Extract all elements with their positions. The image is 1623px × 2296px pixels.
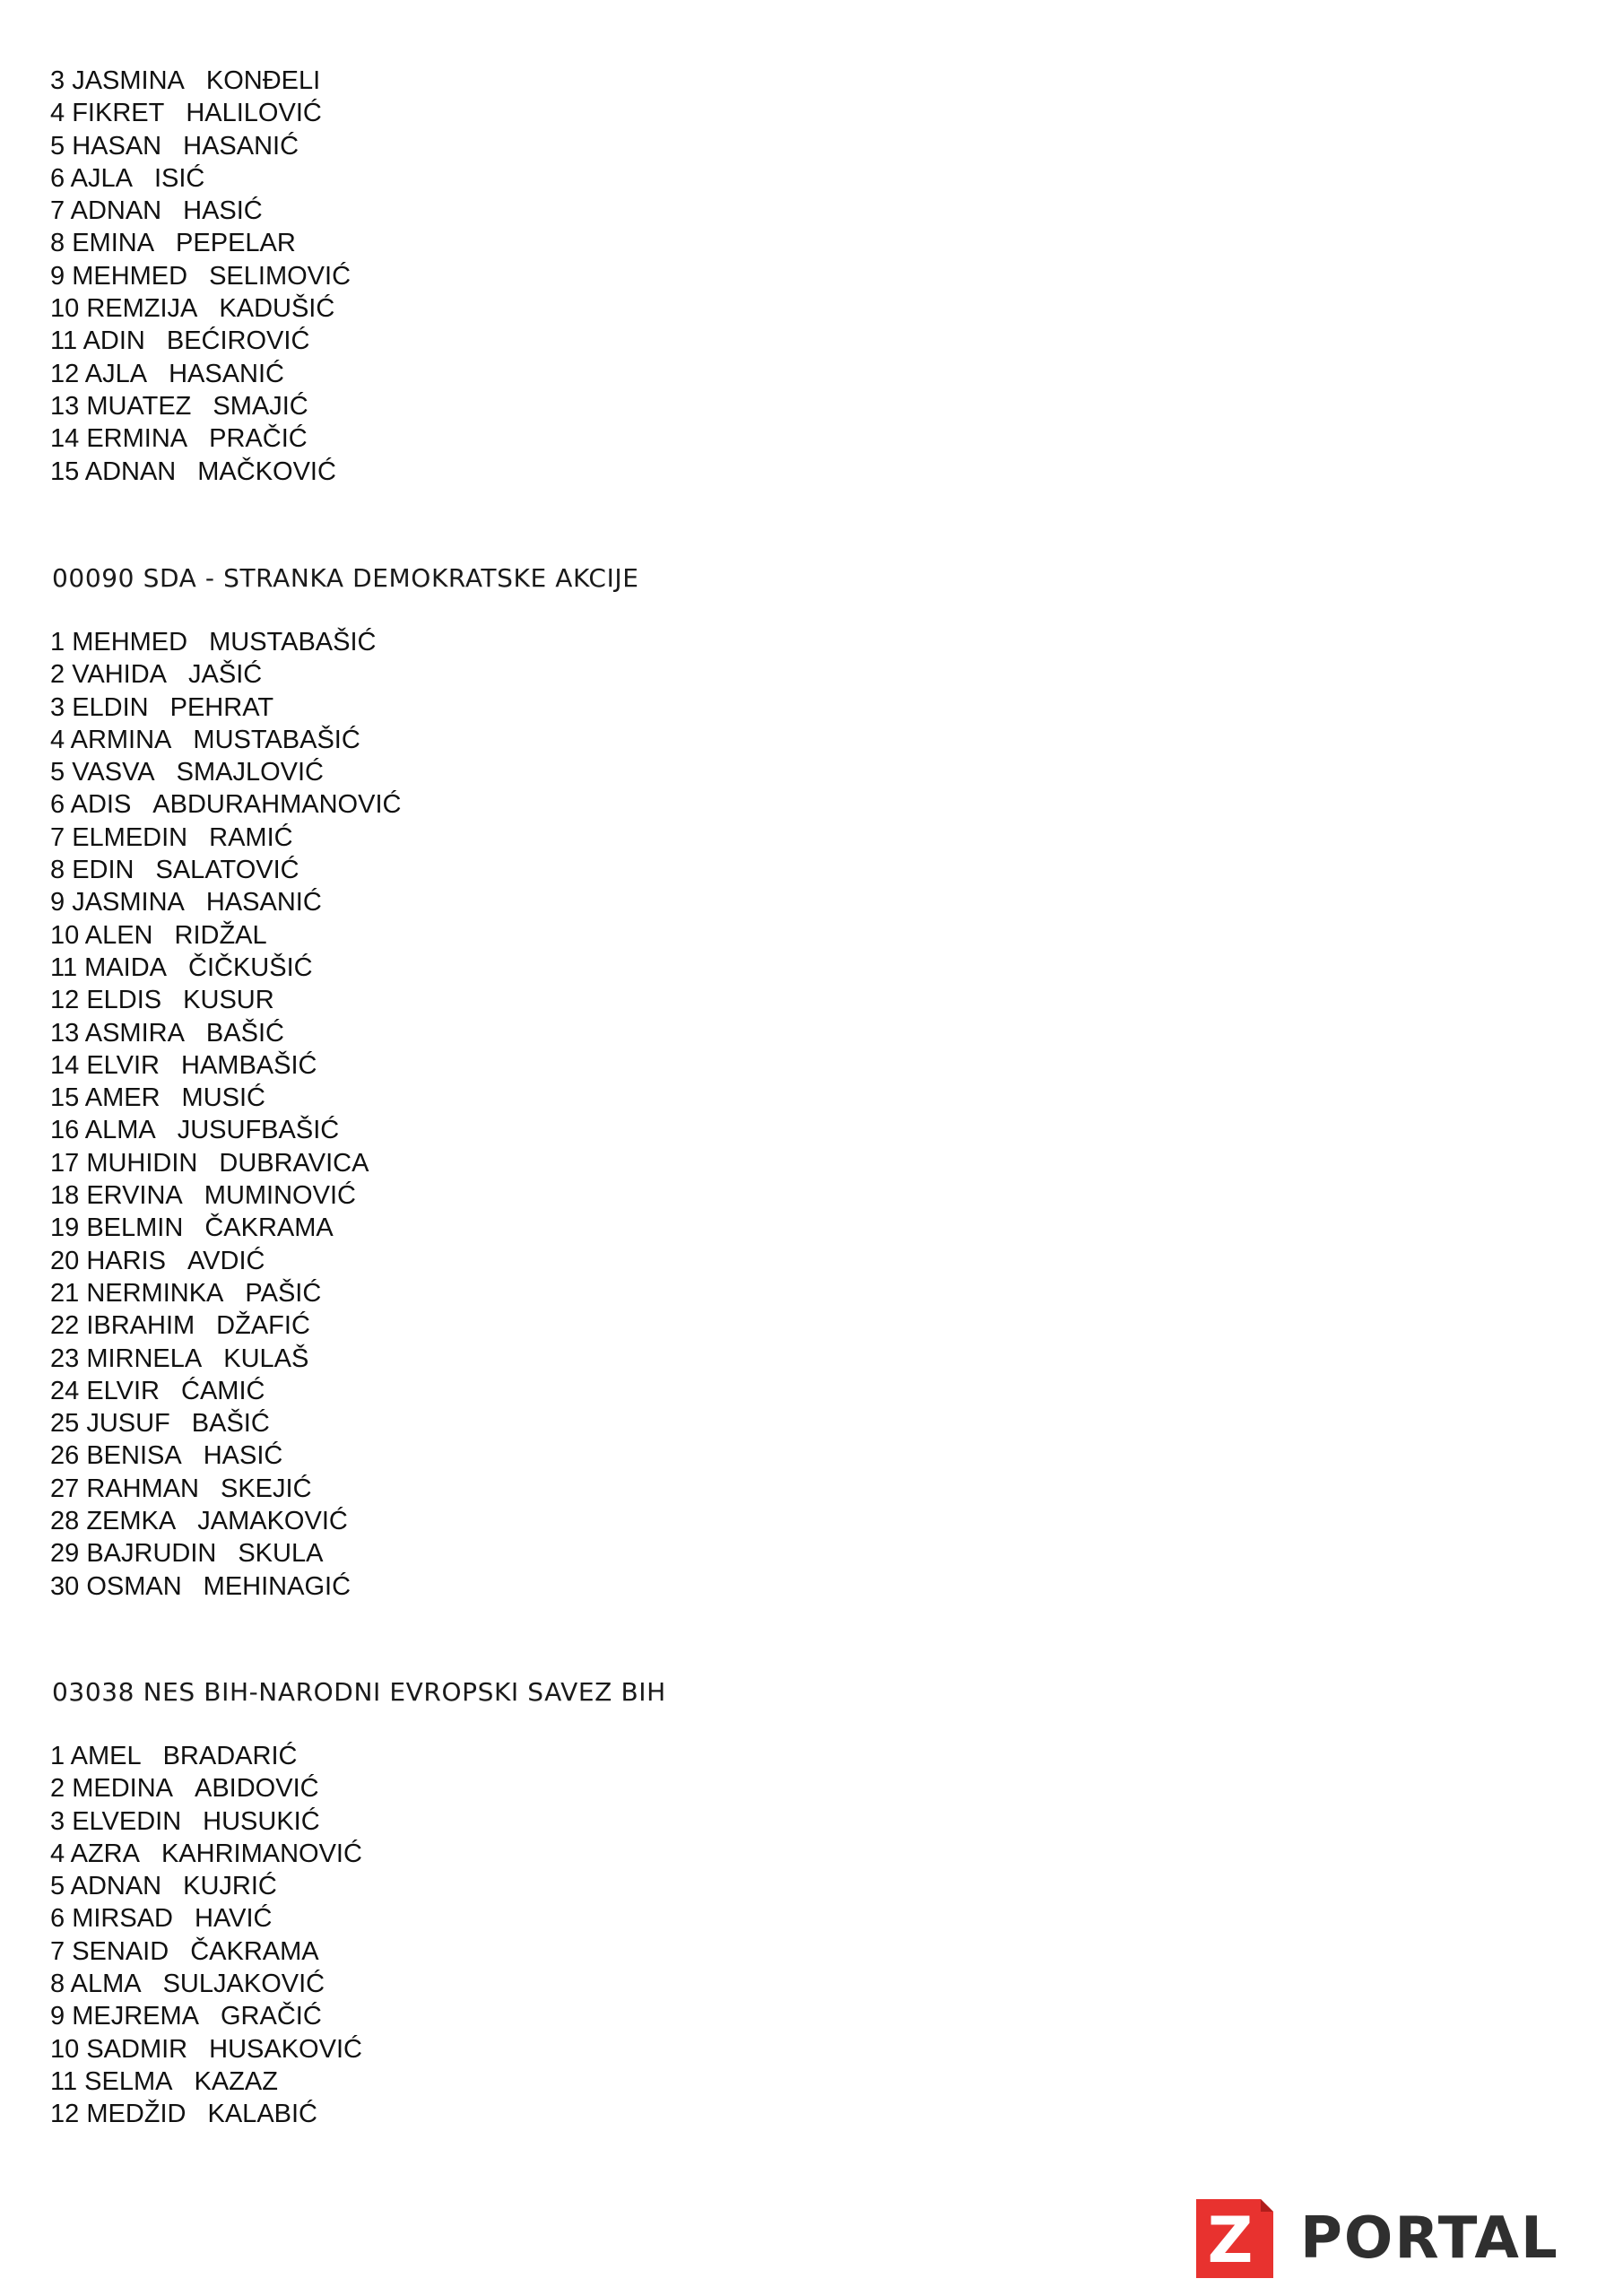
candidate-first-name: AMER bbox=[84, 1083, 161, 1113]
candidate-last-name: KAHRIMANOVIĆ bbox=[161, 1839, 362, 1868]
candidate-first-name: SENAID bbox=[72, 1936, 169, 1966]
candidate-item bbox=[50, 65, 351, 97]
candidate-item bbox=[50, 1439, 401, 1472]
candidate-number: 9 bbox=[50, 261, 65, 291]
candidate-last-name: SKEJIĆ bbox=[221, 1474, 312, 1503]
candidate-last-name: DŽAFIĆ bbox=[216, 1311, 310, 1341]
candidate-last-name: BEĆIROVIĆ bbox=[166, 326, 310, 356]
candidate-number: 22 bbox=[50, 1311, 80, 1341]
candidate-first-name: MEDINA bbox=[72, 1774, 173, 1804]
candidate-first-name: ELDIS bbox=[86, 986, 162, 1015]
candidate-number: 2 bbox=[50, 1774, 65, 1804]
party-heading-nes-bih: 03038 NES BIH-NARODNI EVROPSKI SAVEZ BIH bbox=[52, 1677, 666, 1707]
candidate-first-name: SELMA bbox=[84, 2066, 173, 2096]
candidate-last-name: HASANIĆ bbox=[205, 888, 322, 918]
candidate-number: 5 bbox=[50, 1872, 65, 1901]
candidate-number: 3 bbox=[50, 1806, 65, 1836]
candidate-first-name: SADMIR bbox=[86, 2034, 188, 2064]
candidate-first-name: EDIN bbox=[72, 856, 135, 885]
candidate-item bbox=[50, 1277, 401, 1309]
candidate-first-name: HARIS bbox=[86, 1246, 166, 1275]
candidate-number: 17 bbox=[50, 1148, 80, 1178]
candidate-item bbox=[50, 162, 351, 195]
candidate-item bbox=[50, 1805, 362, 1838]
candidate-first-name: AZRA bbox=[70, 1839, 140, 1868]
candidate-number: 16 bbox=[50, 1116, 80, 1145]
candidate-item bbox=[50, 1375, 401, 1407]
candidate-last-name: HUSUKIĆ bbox=[203, 1806, 320, 1836]
candidate-last-name: JAŠIĆ bbox=[188, 660, 263, 690]
candidate-number: 7 bbox=[50, 822, 65, 852]
candidate-first-name: AJLA bbox=[70, 163, 133, 193]
candidate-number: 12 bbox=[50, 2100, 80, 2129]
candidate-number: 2 bbox=[50, 660, 65, 690]
candidate-number: 5 bbox=[50, 758, 65, 787]
candidate-first-name: OSMAN bbox=[86, 1571, 182, 1601]
candidate-last-name: GRAČIĆ bbox=[221, 2002, 322, 2031]
candidate-item bbox=[50, 260, 351, 292]
candidate-first-name: BENISA bbox=[86, 1441, 182, 1471]
candidate-number: 8 bbox=[50, 856, 65, 885]
candidate-last-name: JUSUFBAŠIĆ bbox=[177, 1116, 340, 1145]
candidate-item bbox=[50, 1309, 401, 1342]
candidate-item bbox=[50, 195, 351, 227]
candidate-number: 15 bbox=[50, 457, 80, 486]
candidate-number: 27 bbox=[50, 1474, 80, 1503]
candidate-item bbox=[50, 422, 351, 455]
candidate-item bbox=[50, 1570, 401, 1603]
candidate-item bbox=[50, 358, 351, 390]
candidate-last-name: RIDŽAL bbox=[174, 920, 267, 950]
candidate-item bbox=[50, 919, 401, 952]
candidate-last-name: KADUŠIĆ bbox=[219, 294, 335, 324]
candidate-number: 28 bbox=[50, 1507, 80, 1536]
candidate-item bbox=[50, 626, 401, 658]
candidate-last-name: HAMBAŠIĆ bbox=[181, 1050, 317, 1080]
candidate-item bbox=[50, 227, 351, 259]
candidate-item bbox=[50, 1082, 401, 1114]
candidate-first-name: RAHMAN bbox=[86, 1474, 199, 1503]
candidate-item bbox=[50, 1740, 362, 1772]
candidate-item bbox=[50, 1902, 362, 1935]
candidate-number: 4 bbox=[50, 1839, 65, 1868]
candidate-first-name: MIRSAD bbox=[72, 1904, 173, 1934]
candidate-item bbox=[50, 1870, 362, 1902]
candidate-last-name: PRAČIĆ bbox=[209, 424, 308, 454]
candidate-last-name: ČAKRAMA bbox=[204, 1213, 334, 1243]
candidate-item bbox=[50, 1017, 401, 1049]
candidate-item bbox=[50, 1343, 401, 1375]
candidate-last-name: HASIĆ bbox=[183, 196, 263, 226]
candidate-number: 26 bbox=[50, 1441, 80, 1471]
candidate-last-name: PEHRAT bbox=[169, 692, 274, 722]
candidate-number: 10 bbox=[50, 920, 80, 950]
candidate-last-name: HASIĆ bbox=[203, 1441, 283, 1471]
candidate-first-name: MUATEZ bbox=[86, 391, 192, 421]
candidate-number: 3 bbox=[50, 66, 65, 95]
candidate-item bbox=[50, 1473, 401, 1505]
candidate-item bbox=[50, 1147, 401, 1179]
candidate-number: 18 bbox=[50, 1181, 80, 1211]
candidate-first-name: JUSUF bbox=[86, 1409, 170, 1439]
candidate-number: 20 bbox=[50, 1246, 80, 1275]
candidate-first-name: MUHIDIN bbox=[86, 1148, 198, 1178]
candidate-first-name: NERMINKA bbox=[86, 1278, 224, 1308]
candidate-first-name: BAJRUDIN bbox=[86, 1539, 217, 1569]
candidate-last-name: MAČKOVIĆ bbox=[197, 457, 336, 486]
candidate-item bbox=[50, 854, 401, 886]
candidate-list-sda bbox=[50, 626, 401, 1603]
candidate-number: 29 bbox=[50, 1539, 80, 1569]
candidate-last-name: SMAJIĆ bbox=[213, 391, 308, 421]
candidate-last-name: SKULA bbox=[238, 1539, 324, 1569]
candidate-number: 14 bbox=[50, 424, 80, 454]
candidate-first-name: ELDIN bbox=[72, 692, 149, 722]
candidate-first-name: MEHMED bbox=[72, 628, 188, 657]
candidate-first-name: MAIDA bbox=[84, 952, 168, 982]
candidate-last-name: KONĐELI bbox=[205, 66, 321, 95]
candidate-first-name: ARMINA bbox=[70, 725, 172, 754]
candidate-number: 12 bbox=[50, 359, 80, 388]
candidate-number: 11 bbox=[50, 952, 78, 982]
candidate-item bbox=[50, 130, 351, 162]
candidate-first-name: ALEN bbox=[84, 920, 153, 950]
candidate-item bbox=[50, 1179, 401, 1212]
candidate-number: 4 bbox=[50, 725, 65, 754]
candidate-last-name: DUBRAVICA bbox=[219, 1148, 369, 1178]
candidate-item bbox=[50, 691, 401, 724]
candidate-first-name: ELVEDIN bbox=[72, 1806, 182, 1836]
candidate-last-name: AVDIĆ bbox=[187, 1246, 265, 1275]
candidate-last-name: ČIČKUŠIĆ bbox=[188, 952, 313, 982]
candidate-last-name: ĆAMIĆ bbox=[181, 1376, 265, 1405]
candidate-item bbox=[50, 984, 401, 1016]
candidate-number: 5 bbox=[50, 131, 65, 161]
candidate-item bbox=[50, 2098, 362, 2130]
candidate-number: 24 bbox=[50, 1376, 80, 1405]
candidate-number: 1 bbox=[50, 628, 65, 657]
candidate-list-nes-bih bbox=[50, 1740, 362, 2131]
candidate-item bbox=[50, 724, 401, 756]
candidate-number: 11 bbox=[50, 326, 78, 356]
candidate-item bbox=[50, 822, 401, 854]
candidate-last-name: KUSUR bbox=[183, 986, 274, 1015]
candidate-first-name: ADNAN bbox=[70, 1872, 162, 1901]
candidate-item bbox=[50, 756, 401, 788]
candidate-item bbox=[50, 1838, 362, 1870]
candidate-first-name: ELVIR bbox=[86, 1376, 160, 1405]
candidate-last-name: HASANIĆ bbox=[169, 359, 284, 388]
candidate-first-name: ADNAN bbox=[84, 457, 177, 486]
candidate-item bbox=[50, 456, 351, 488]
candidate-first-name: ALMA bbox=[70, 1970, 142, 1999]
candidate-first-name: VASVA bbox=[72, 758, 155, 787]
candidate-last-name: KALABIĆ bbox=[207, 2100, 317, 2129]
candidate-item bbox=[50, 2000, 362, 2032]
candidate-number: 11 bbox=[50, 2066, 78, 2096]
candidate-last-name: HALILOVIĆ bbox=[186, 99, 322, 128]
candidate-last-name: BAŠIĆ bbox=[205, 1018, 284, 1048]
candidate-last-name: HAVIĆ bbox=[195, 1904, 273, 1934]
candidate-first-name: REMZIJA bbox=[86, 294, 198, 324]
candidate-item bbox=[50, 1772, 362, 1805]
candidate-number: 10 bbox=[50, 294, 80, 324]
candidate-item bbox=[50, 1968, 362, 2000]
candidate-first-name: AJLA bbox=[84, 359, 148, 388]
candidate-number: 13 bbox=[50, 391, 80, 421]
candidate-first-name: BELMIN bbox=[86, 1213, 184, 1243]
candidate-last-name: RAMIĆ bbox=[209, 822, 293, 852]
candidate-item bbox=[50, 1537, 401, 1570]
candidate-first-name: EMINA bbox=[72, 229, 155, 258]
candidate-first-name: ZEMKA bbox=[86, 1507, 177, 1536]
candidate-first-name: MEHMED bbox=[72, 261, 188, 291]
candidate-last-name: SMAJLOVIĆ bbox=[176, 758, 324, 787]
candidate-last-name: MUSTABAŠIĆ bbox=[193, 725, 360, 754]
candidate-last-name: KULAŠ bbox=[223, 1344, 309, 1373]
candidate-first-name: ADIN bbox=[82, 326, 145, 356]
candidate-item bbox=[50, 658, 401, 691]
candidate-item bbox=[50, 292, 351, 325]
candidate-last-name: HUSAKOVIĆ bbox=[209, 2034, 362, 2064]
z-portal-logo bbox=[1191, 2196, 1567, 2282]
candidate-item bbox=[50, 97, 351, 129]
candidate-number: 9 bbox=[50, 2002, 65, 2031]
candidate-last-name: PEPELAR bbox=[176, 229, 296, 258]
candidate-number: 30 bbox=[50, 1571, 80, 1601]
candidate-last-name: ABDURAHMANOVIĆ bbox=[152, 790, 402, 820]
candidate-number: 25 bbox=[50, 1409, 80, 1439]
logo-wordmark: PORTAL bbox=[1300, 2205, 1559, 2272]
candidate-last-name: MUMINOVIĆ bbox=[204, 1181, 356, 1211]
candidate-first-name: MEDŽID bbox=[86, 2100, 187, 2129]
logo-letter: Z bbox=[1207, 2204, 1254, 2277]
candidate-first-name: ERVINA bbox=[86, 1181, 183, 1211]
candidate-number: 21 bbox=[50, 1278, 80, 1308]
candidate-number: 6 bbox=[50, 163, 65, 193]
candidate-first-name: IBRAHIM bbox=[86, 1311, 195, 1341]
party-heading-sda: 00090 SDA - STRANKA DEMOKRATSKE AKCIJE bbox=[52, 563, 639, 593]
candidate-first-name: FIKRET bbox=[72, 99, 165, 128]
candidate-first-name: JASMINA bbox=[72, 888, 185, 918]
candidate-last-name: SELIMOVIĆ bbox=[209, 261, 352, 291]
candidate-first-name: ERMINA bbox=[86, 424, 188, 454]
candidate-first-name: ADIS bbox=[70, 790, 132, 820]
candidate-item bbox=[50, 325, 351, 357]
candidate-number: 3 bbox=[50, 692, 65, 722]
candidate-item bbox=[50, 2066, 362, 2098]
candidate-item bbox=[50, 952, 401, 984]
candidate-item bbox=[50, 1049, 401, 1082]
candidate-list-continued bbox=[50, 65, 351, 488]
candidate-item bbox=[50, 1407, 401, 1439]
candidate-first-name: VAHIDA bbox=[72, 660, 168, 690]
candidate-first-name: HASAN bbox=[72, 131, 162, 161]
candidate-last-name: PAŠIĆ bbox=[245, 1278, 322, 1308]
candidate-first-name: MEJREMA bbox=[72, 2002, 199, 2031]
candidate-last-name: KAZAZ bbox=[194, 2066, 278, 2096]
candidate-number: 4 bbox=[50, 99, 65, 128]
candidate-item bbox=[50, 390, 351, 422]
candidate-last-name: MUSIĆ bbox=[181, 1083, 265, 1113]
candidate-last-name: HASANIĆ bbox=[183, 131, 299, 161]
candidate-first-name: ASMIRA bbox=[84, 1018, 185, 1048]
candidate-last-name: MUSTABAŠIĆ bbox=[209, 628, 377, 657]
candidate-item bbox=[50, 1505, 401, 1537]
candidate-number: 6 bbox=[50, 790, 65, 820]
candidate-last-name: JAMAKOVIĆ bbox=[197, 1507, 348, 1536]
candidate-last-name: BAŠIĆ bbox=[191, 1409, 270, 1439]
candidate-number: 8 bbox=[50, 229, 65, 258]
z-portal-logo-icon bbox=[1191, 2196, 1277, 2282]
candidate-number: 1 bbox=[50, 1742, 65, 1770]
candidate-item bbox=[50, 1212, 401, 1244]
candidate-number: 6 bbox=[50, 1904, 65, 1934]
candidate-first-name: ADNAN bbox=[70, 196, 162, 226]
candidate-number: 13 bbox=[50, 1018, 80, 1048]
candidate-item bbox=[50, 886, 401, 918]
candidate-number: 7 bbox=[50, 1936, 65, 1966]
candidate-last-name: ABIDOVIĆ bbox=[195, 1774, 319, 1804]
candidate-first-name: ELVIR bbox=[86, 1050, 160, 1080]
candidate-number: 23 bbox=[50, 1344, 80, 1373]
candidate-last-name: SALATOVIĆ bbox=[155, 856, 299, 885]
candidate-item bbox=[50, 1245, 401, 1277]
candidate-first-name: ALMA bbox=[84, 1116, 156, 1145]
candidate-number: 9 bbox=[50, 888, 65, 918]
candidate-item bbox=[50, 1935, 362, 1968]
candidate-last-name: ČAKRAMA bbox=[190, 1936, 319, 1966]
candidate-item bbox=[50, 1114, 401, 1146]
candidate-first-name: ELMEDIN bbox=[72, 822, 188, 852]
candidate-number: 19 bbox=[50, 1213, 80, 1243]
candidate-first-name: AMEL bbox=[70, 1742, 142, 1770]
candidate-last-name: ISIĆ bbox=[153, 163, 205, 193]
candidate-last-name: BRADARIĆ bbox=[162, 1742, 298, 1770]
candidate-number: 7 bbox=[50, 196, 65, 226]
candidate-number: 10 bbox=[50, 2034, 80, 2064]
candidate-first-name: JASMINA bbox=[72, 66, 185, 95]
candidate-last-name: KUJRIĆ bbox=[183, 1872, 277, 1901]
candidate-item bbox=[50, 2033, 362, 2066]
candidate-first-name: MIRNELA bbox=[86, 1344, 203, 1373]
candidate-number: 8 bbox=[50, 1970, 65, 1999]
candidate-last-name: SULJAKOVIĆ bbox=[162, 1970, 325, 1999]
candidate-item bbox=[50, 788, 401, 821]
candidate-number: 12 bbox=[50, 986, 80, 1015]
candidate-number: 15 bbox=[50, 1083, 80, 1113]
candidate-last-name: MEHINAGIĆ bbox=[203, 1571, 352, 1601]
candidate-number: 14 bbox=[50, 1050, 80, 1080]
